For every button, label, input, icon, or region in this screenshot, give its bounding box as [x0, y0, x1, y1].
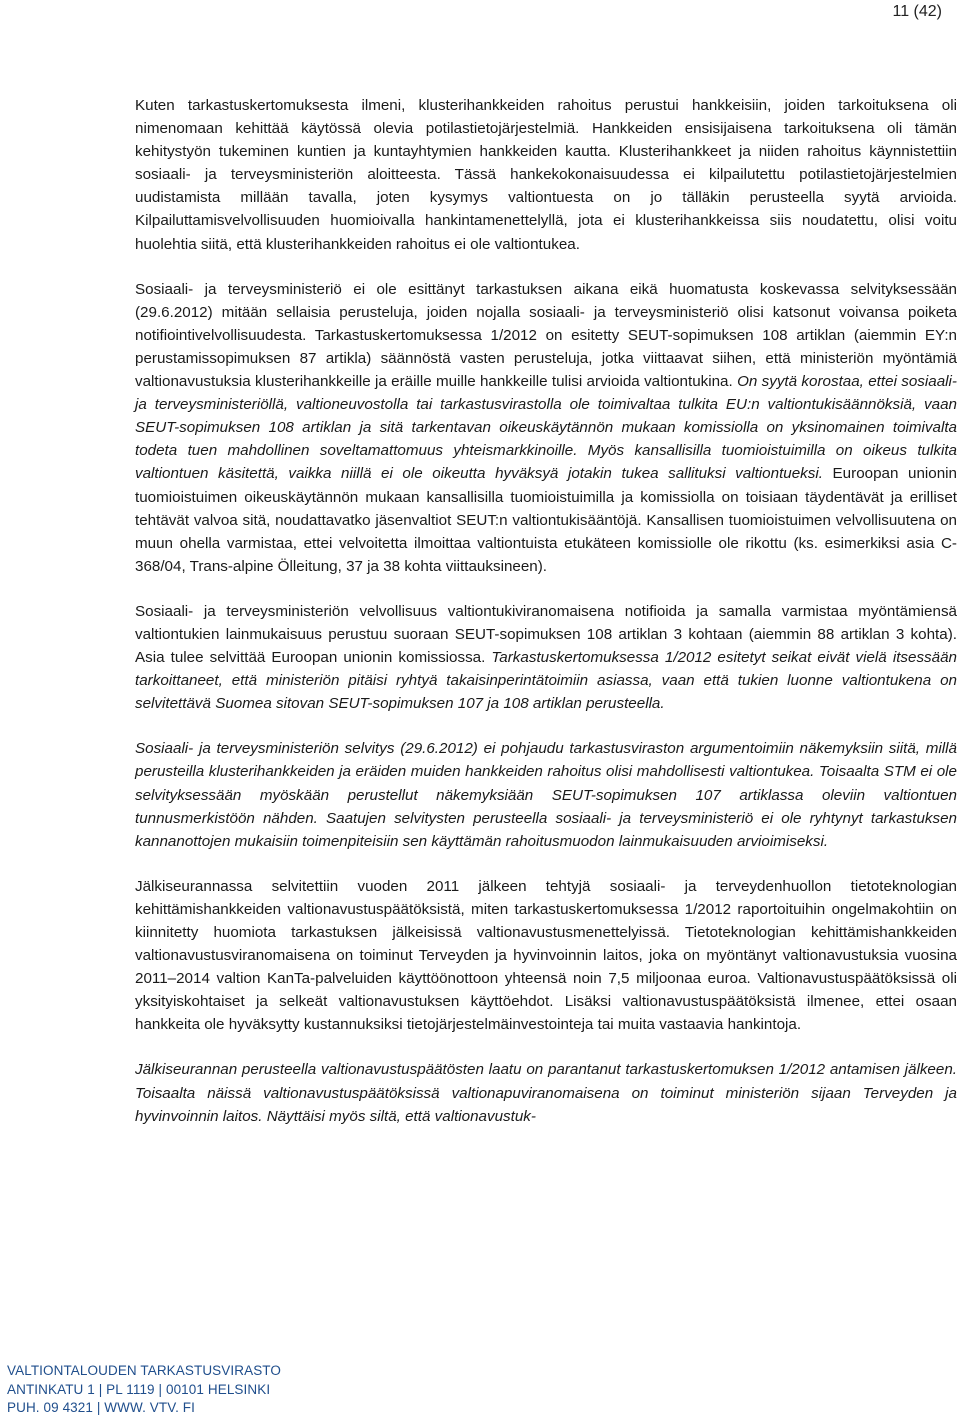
footer-organization: VALTIONTALOUDEN TARKASTUSVIRASTO: [7, 1363, 282, 1378]
text-run: Sosiaali- ja terveysministeriö ei ole esittänyt tarkastuksen aikana eikä huomatusta koskevassa selvityksessään (29.6.2012) mitään sellaisia perusteluja, joiden nojalla sosiaali- ja terveysministeriö olisi katsonut voivansa poiketa notifiointivelvollisuudesta. Tarkastuskertomuksessa 1/2012 on esitetty SEUT-sopimuksen 108 artiklan (aiemmin EY:n perustamissopimuksen 87 artikla) säännöstä vasten perusteluja, jotka viittaavat siihen, että ministeriön myöntämiä valtionavustuksia klusterihankkeille ja eräille muille hankkeille tulisi arvioida valtiontukina.: [135, 280, 957, 391]
text-run: Sosiaali- ja terveysministeriön velvollisuus valtiontukiviranomaisena notifioida ja samalla varmistaa myöntämiensä valtiontukien lainmukaisuus perustuu suoraan SEUT-sopimuksen 108 artiklan 3 kohtaan (aiemmin 88 artiklan 3 kohta). Asia tulee selvittää Euroopan unionin komissiossa.: [135, 602, 957, 667]
paragraph-6: [135, 1058, 957, 1127]
page-number: 11 (42): [892, 3, 942, 20]
document-body: [135, 94, 957, 1150]
paragraph-1: [135, 94, 957, 256]
footer-street-address: ANTINKATU 1 | PL 1119 | 00101 HELSINKI: [7, 1381, 271, 1397]
paragraph-5: [135, 875, 957, 1037]
text-run: Jälkiseurannassa selvitettiin vuoden 2011 jälkeen tehtyjä sosiaali- ja terveydenhuollon tietoteknologian kehittämishankkeiden valtionavustuspäätöksistä, miten tarkastuskertomuksessa 1/2012 raportoituihin ongelmakohtiin on kiinnitetty huomiota tarkastuksen jälkeisissä valtionavustusmenettelyissä. Tietoteknologian kehittämishankkeiden valtionavustusviranomaisena on toiminut Terveyden ja hyvinvoinnin laitos, joka on myöntänyt valtionavustuksia vuosina 2011–2014 valtion KanTa-palveluiden käyttöönottoon yhteensä noin 7,5 miljoonaa euroa. Valtionavustuspäätöksissä oli yksityiskohtaiset ja selkeät valtionavustuksen käyttöehdot. Lisäksi valtionavustuspäätöksistä ilmenee, ettei osaan hankkeita ole hyväksytty kustannuksiksi tietojärjestelmäinvestointeja tai muita vastaavia hankintoja.: [135, 877, 957, 1034]
italic-text-run: On syytä korostaa, ettei sosiaali- ja terveysministeriöllä, valtioneuvostolla tai tarkastusvirastolla ole toimivaltaa tulkita EU:n valtiontukisäännöksiä, vaan SEUT-sopimuksen 108 artiklan ja sitä tarkentavan oikeuskäytännön mukaan komissiolla on yksinomainen toimivalta todeta tuen mahdollinen soveltamattomuus yhteismarkkinoille. Myös kansallisilla tuomioistuimilla on oikeus tulkita valtiontuen käsitettä, vaikka niillä ei ole oikeutta hyväksyä jotakin tukea sallituksi valtiontueksi.: [135, 373, 957, 483]
footer-address: [7, 1362, 281, 1418]
paragraph-2: [135, 278, 957, 578]
footer-contact: PUH. 09 4321 | WWW. VTV. FI: [7, 1400, 196, 1415]
italic-text-run: Tarkastuskertomuksessa 1/2012 esitetyt seikat eivät vielä itsessään tarkoittaneet, että ministeriön pitäisi ryhtyä takaisinperintätoimiin asiassa, vaan että tukien luonne valtiontukena on selvitettävä Suomea sitovan SEUT-sopimuksen 107 ja 108 artiklan perusteella.: [135, 649, 957, 713]
italic-text-run: Sosiaali- ja terveysministeriön selvitys (29.6.2012) ei pohjaudu tarkastusviraston argumentoimiin näkemyksiin siitä, millä perusteilla klusterihankkeiden ja eräiden muiden hankkeiden rahoitus olisi mahdollisesti valtiontukea. Toisaalta STM ei ole selvityksessään myöskään perustellut näkemyksiään SEUT-sopimuksen 107 artiklassa oleviin valtiontuen tunnusmerkistöön nähden. Saatujen selvitysten perusteella sosiaali- ja terveysministeriö ei ole ryhtynyt tarkastuksen kannanottojen mukaisiin toimenpiteisiin sen käyttämän rahoitusmuodon lainmukaisuuden arvioimiseksi.: [135, 740, 957, 850]
text-run: Euroopan unionin tuomioistuimen oikeuskäytännön mukaan kansallisilla tuomioistuimilla ja komissiolla on toisiaan täydentävät ja erilliset tehtävät valvoa sitä, noudattavatko jäsenvaltiot SEUT:n valtiontukisääntöjä. Kansallisen tuomioistuimen velvollisuutena on muun ohella varmistaa, ettei velvoitetta ilmoittaa valtiontuista etukäteen komissiolle ole rikottu (ks. esimerkiksi asia C-368/04, Trans-alpine Ölleitung, 37 ja 38 kohta viittauksineen).: [135, 465, 957, 575]
paragraph-3: [135, 600, 957, 715]
text-run: Kuten tarkastuskertomuksesta ilmeni, klusterihankkeiden rahoitus perustui hankkeisiin, joiden tarkoituksena oli nimenomaan kehittää käytössä olevia potilastietojärjestelmiä. Hankkeiden ensisijaisena tarkoituksena oli tämän kehitystyön tukeminen kuntien ja kuntayhtymien hankkeiden kautta. Klusterihankkeet ja niiden rahoitus käynnistettiin sosiaali- ja terveysministeriön aloitteesta. Tässä hankekokonaisuudessa ei kilpailutettu potilastietojärjestelmien uudistamista millään tavalla, joten kysymys valtiontuesta on jo tälläkin perusteella syytä arvioida. Kilpailuttamisvelvollisuuden huomioivalla hankintamenettelyllä, jota ei klusterihankkeissa siis noudatettu, olisi voitu huolehtia siitä, että klusterihankkeiden rahoitus ei ole valtiontukea.: [135, 97, 957, 253]
paragraph-4: [135, 737, 957, 852]
italic-text-run: Jälkiseurannan perusteella valtionavustuspäätösten laatu on parantanut tarkastuskertomuksen 1/2012 antamisen jälkeen. Toisaalta näissä valtionavustuspäätöksissä valtionapuviranomaisena on toiminut ministeriön sijaan Terveyden ja hyvinvoinnin laitos. Näyttäisi myös siltä, että valtionavustuk-: [135, 1061, 957, 1125]
